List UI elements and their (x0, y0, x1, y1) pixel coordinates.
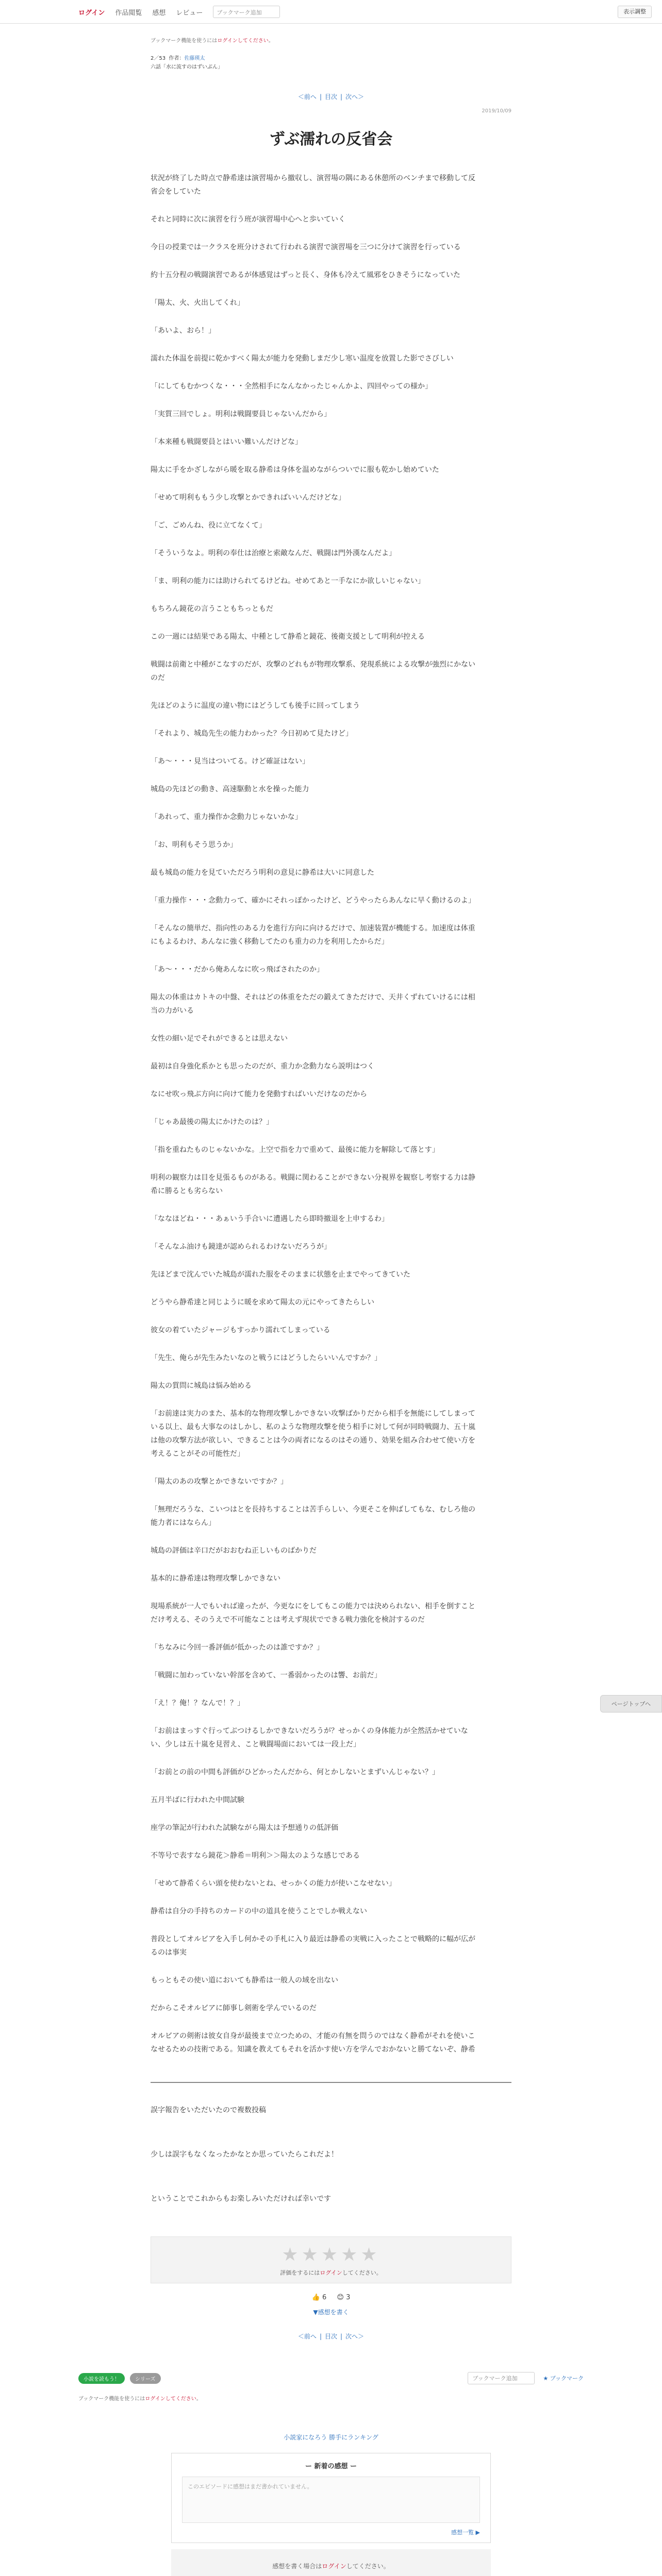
top-bar (0, 0, 662, 24)
body-paragraph: 陽太に手をかざしながら暖を取る静希は身体を温めながらついでに服も乾かし始めていた (151, 466, 439, 474)
body-paragraph: 「ななほどね・・・あぁいう手合いに遭遇したら即時撤退を上申するわ」 (151, 1215, 389, 1223)
body-paragraph: 最初は自身強化系かとも思ったのだが、重力か念動力なら説明はつく (151, 1062, 374, 1071)
afterword-divider (151, 2082, 511, 2083)
body-paragraph: だからこそオルビアに師事し剣術を学んでいるのだ (151, 2004, 317, 2012)
body-paragraph: 最も城島の能力を見ていただろう明利の意見に静希は大いに同意した (151, 869, 374, 877)
publish-date: 2019/10/09 (482, 108, 511, 114)
body-paragraph: 明利の観察力は目を見張るものがある。戦闘に関わることができない分視界を観察し考察する力は静希に勝るとも劣らない (151, 1174, 475, 1195)
impression-box (171, 2453, 491, 2543)
afterword-line: 少しは誤字もなくなったかなとか思っていたらこれだよ！ (151, 2150, 338, 2159)
bookmark-login-link[interactable]: ログインしてください (217, 38, 269, 44)
chapter-title: ずぶ濡れの反省会 (269, 130, 393, 148)
body-paragraph: 「お前はまっすぐ行ってぶつけるしかできないだろうが？せっかくの身体能力が全然活かせていない、少しは五十嵐を見習え、こと戦闘場面においては一段上だ」 (151, 1727, 468, 1749)
body-paragraph: 状況が終了した時点で静希達は演習場から撤収し、演習場の隅にある休憩所のベンチまで移動して反省会をしていた (151, 174, 475, 196)
body-paragraph: 静希は自分の手持ちのカードの中の道具を使うことでしか戦えない (151, 1907, 367, 1916)
body-paragraph: 「そんなの簡単だ、指向性のある力を進行方向に向けるだけで、加速装置が機能する。加速度は体重にもよるわけ、あんなに強く移動してたのも重力の力を利用したからだ」 (151, 924, 475, 946)
reaction-smile[interactable]: 😊 3 (337, 2294, 351, 2301)
body-paragraph: どうやら静希達と同じように暖を求めて陽太の元にやってきたらしい (151, 1298, 374, 1307)
series-info: 2／53 作者：佐藤瑛太 六話「水に流すのはずいぶん」 (151, 54, 511, 72)
afterword (151, 2104, 511, 2206)
body-paragraph: 不等号で表すなら鏡花＞静希＝明利＞＞陽太のような感じである (151, 1852, 360, 1860)
novel-body (151, 172, 511, 2056)
body-paragraph: 「指を重ねたものじゃないかな。上空で指を力で重めて、最後に能力を解除して落とす」 (151, 1146, 439, 1154)
body-paragraph: 「お前との前の中間も評価がひどかったんだから、何とかしないとまずいんじゃない？」 (151, 1768, 439, 1776)
pager-top: ＜前へ | 目次 | 次へ＞ (297, 93, 365, 100)
afterword-line: 誤字報告をいただいたので複数投稿 (151, 2106, 266, 2114)
body-paragraph: 「そんなふ油けも鏡達が認められるわけないだろうが」 (151, 1243, 331, 1251)
bookmark-add-input-bottom[interactable]: ブックマーク追加 (468, 2372, 535, 2384)
body-paragraph: 「お、明利もそう思うか」 (151, 841, 237, 849)
nav-link-works[interactable]: 作品閲覧 (115, 9, 142, 17)
bookmark-note: ブックマーク機能を使うにはログインしてください。 (151, 38, 274, 44)
body-paragraph: 「あれって、重力操作か念動力じゃないかな」 (151, 813, 302, 821)
toc-link[interactable]: 目次 (324, 2333, 337, 2340)
rating-box (151, 2236, 511, 2283)
body-paragraph: 基本的に静希達は物理攻撃しかできない (151, 1574, 280, 1583)
body-paragraph: 先ほどまで沈んでいた城島が濡れた服をそのままに状態を止までやってきていた (151, 1270, 410, 1279)
body-paragraph: 「重力操作・・・念動力って、確かにそれっぽかったけど、どうやったらあんなに早く動けるのよ」 (151, 896, 475, 905)
impression-list: このエピソードに感想はまだ書かれていません。 (182, 2477, 480, 2523)
body-paragraph: 陽太の質問に城島は悩み始める (151, 1382, 252, 1390)
next-link[interactable]: 次へ＞ (345, 2333, 365, 2340)
episode-count: 2／53 (151, 56, 166, 61)
body-paragraph: 「戦闘に加わっていない幹部を含めて、一番弱かったのは響、お前だ」 (151, 1671, 382, 1680)
body-paragraph: 彼女の着ていたジャージもすっかり濡れてしまっている (151, 1326, 330, 1334)
body-paragraph: 「本来種も戦闘要員とはいい難いんだけどな」 (151, 438, 302, 446)
login-prompt: 感想を書く場合はログインしてください。 (171, 2549, 491, 2576)
afterword-line: ということでこれからもお楽しみいただければ幸いです (151, 2195, 331, 2203)
footer-bookmark-note: ブックマーク機能を使うにはログインしてください。 (78, 2396, 202, 2402)
body-paragraph: 陽太の体重はカトキの中盤、それはどの体重をただの鍛えてきただけで、天井くずれていけるには相当の力がいる (151, 993, 475, 1015)
login-link[interactable]: ログイン (78, 9, 105, 17)
body-paragraph: 「あ〜・・・だから俺あんなに吹っ飛ばされたのか」 (151, 965, 324, 974)
body-paragraph: 「それより、城島先生の能力わかった？今日初めて見たけど」 (151, 730, 353, 738)
body-paragraph: 「先生、俺らが先生みたいなのと戦うにはどうしたらいいんですか？」 (151, 1354, 382, 1362)
body-paragraph: 先ほどのように温度の違い物にはどうしても後手に回ってしまう (151, 702, 360, 710)
body-paragraph: オルビアの剣術は彼女自身が最後まで立つための、才能の有無を問うのではなく静希がそれを使いこなせるための技術である。知識を教えてもそれを活かす使い方を学んでおかないと勝てないぞ、静希 (151, 2032, 475, 2054)
display-settings-button[interactable]: 表示調整 (618, 6, 652, 18)
write-impression-link[interactable]: ▼感想を書く (313, 2309, 349, 2316)
footer-login-link[interactable]: ログインしてください (145, 2396, 196, 2402)
thumbs-up-icon: 👍 (311, 2294, 320, 2301)
site-badge[interactable]: 小説を読もう！ (78, 2373, 125, 2384)
body-paragraph: 濡れた体温を前提に乾かすべく陽太が能力を発動しまだ少し寒い温度を放置した影でさびしい (151, 354, 454, 363)
body-paragraph: 「せめて明利ももう少し攻撃とかできればいいんだけどな」 (151, 494, 345, 502)
body-paragraph: 「じゃあ最後の陽太にかけたのは？」 (151, 1118, 273, 1126)
body-paragraph: 女性の細い足でそれができるとは思えない (151, 1035, 288, 1043)
smile-icon: 😊 (337, 2294, 344, 2301)
body-paragraph: 城島の先ほどの動き、高速駆動と水を操った能力 (151, 785, 309, 793)
rating-login-link[interactable]: ログイン (320, 2269, 342, 2276)
impression-login-link[interactable]: ログイン (322, 2563, 346, 2570)
body-paragraph: 「実質三回でしょ。明利は戦闘要員じゃないんだから」 (151, 410, 331, 418)
nav-link-reviews[interactable]: レビュー (176, 9, 203, 17)
nav-link-impressions[interactable]: 感想 (152, 9, 166, 17)
bookmark-add-input[interactable]: ブックマーク追加 (213, 6, 280, 18)
body-paragraph: 「陽太、火、火出してくれ」 (151, 299, 244, 307)
body-paragraph: 「そういうなよ。明利の奉仕は治療と索敵なんだ、戦闘は門外漢なんだよ」 (151, 549, 396, 557)
body-paragraph: 「あ〜・・・見当はついてる。けど確証はない」 (151, 757, 309, 766)
impression-list-link[interactable]: 感想一覧 ▶ (451, 2529, 480, 2536)
body-paragraph: それと同時に次に演習を行う班が演習場中心へと歩いていく (151, 215, 345, 224)
next-link[interactable]: 次へ＞ (345, 93, 365, 100)
body-paragraph: 「ちなみに今回一番評価が低かったのは誰ですか？」 (151, 1643, 324, 1652)
body-paragraph: もっともその使い道においても静希は一般人の域を出ない (151, 1976, 338, 1985)
body-paragraph: 「ま、明利の能力には助けられてるけどね。せめてあと一手なにか欲しいじゃない」 (151, 577, 425, 585)
body-paragraph: 「ご、ごめんね、役に立てなくて」 (151, 521, 266, 530)
ranking-link[interactable]: 小説家になろう 勝手にランキング (284, 2434, 378, 2441)
body-paragraph: 「え！？俺！？なんで！？」 (151, 1699, 244, 1707)
prev-link[interactable]: ＜前へ (297, 2333, 317, 2340)
rating-stars[interactable]: ★★★★★ (282, 2244, 380, 2265)
body-paragraph: 「あいよ、おら！」 (151, 327, 216, 335)
reaction-like[interactable]: 👍 6 (311, 2294, 327, 2301)
author-link[interactable]: 佐藤瑛太 (184, 56, 205, 61)
footer-toolbar (78, 2369, 584, 2387)
body-paragraph: 座学の筆記が行われた試験ながら陽太は予想通りの低評価 (151, 1824, 338, 1832)
body-paragraph: 普段としてオルビアを入手し何かその手札に入り最近は静希の実戦に入ったことで戦略的に幅が広がるのは事実 (151, 1935, 475, 1957)
toc-link[interactable]: 目次 (324, 93, 337, 100)
pager-bottom: ＜前へ | 目次 | 次へ＞ (297, 2333, 365, 2340)
body-paragraph: 五月半ばに行われた中間試験 (151, 1796, 244, 1804)
body-paragraph: 約十五分程の戦闘演習であるが体感覚はずっと長く、身体も冷えて風邪をひきそうになっていた (151, 271, 460, 279)
body-paragraph: 「陽太のあの攻撃とかできないですか？」 (151, 1478, 288, 1486)
body-paragraph: 城島の評価は辛口だがおおむね正しいものばかりだ (151, 1547, 317, 1555)
body-paragraph: 「お前達は実力のまた、基本的な物理攻撃しかできない攻撃ばかりだから相手を無能にしてしまっている以上、最も大事なのはしかし、私のような物理攻撃を使う相手に対して何が同時戦闘力、五十嵐は他の攻撃方法が欲しい、できることは今の両者になるのはその通り、効果を組み合わせて使い方を考えることがその可能性だ」 (151, 1410, 475, 1458)
body-paragraph: この一週には結果である陽太、中種として静希と鏡花、後衛支援として明利が控える (151, 633, 425, 641)
prev-link[interactable]: ＜前へ (297, 93, 317, 100)
page-top-button[interactable]: ページトップへ (600, 1695, 662, 1713)
body-paragraph: なにせ吹っ飛ぶ方向に向けて能力を発動すればいいだけなのだから (151, 1090, 367, 1098)
episode-subtitle: 六話「水に流すのはずいぶん」 (151, 64, 223, 70)
body-paragraph: もちろん鏡花の言うこともちっともだ (151, 605, 273, 613)
body-paragraph: 「にしてもむかつくな・・・全然相手になんなかったじゃんかよ、四回やっての様か」 (151, 382, 432, 391)
reactions (151, 2294, 511, 2301)
body-paragraph: 今日の授業では一クラスを班分けされて行われる演習で演習場を三つに分けて演習を行っている (151, 243, 461, 251)
body-paragraph: 現場系統が一人でもいれば違ったが、今更なにをしてもこの能力では決められない、相手を倒すことだけ考える、そのうえで不可能なことは考えず現状でできる戦力強化を検討するのだ (151, 1602, 475, 1624)
series-badge[interactable]: シリーズ (130, 2373, 161, 2384)
body-paragraph: 戦闘は前衛と中種がこなすのだが、攻撃のどれもが物理攻撃系、発現系統による攻撃が強烈にかないのだ (151, 660, 475, 682)
bookmark-button[interactable]: ★ ブックマーク (543, 2375, 584, 2382)
rating-note: 評価をするにはログインしてください。 (280, 2269, 382, 2276)
impression-title: ー 新着の感想 ー (305, 2463, 357, 2470)
body-paragraph: 「せめて静希くらい頭を使わないとね、せっかくの能力が使いこなせない」 (151, 1879, 396, 1888)
body-paragraph: 「無理だろうな、こいつはとを長持ちすることは苦手らしい、今更そこを伸ばしてもな、むしろ他の能力者にはならん」 (151, 1505, 475, 1527)
